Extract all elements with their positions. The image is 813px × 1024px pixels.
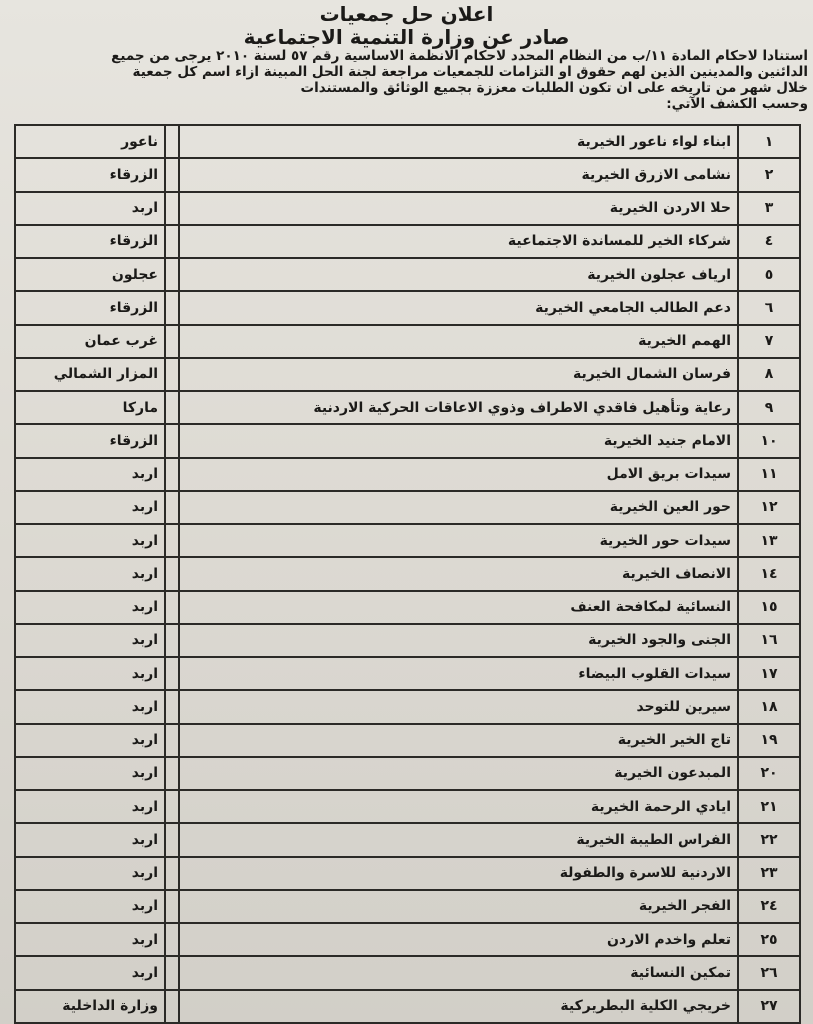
society-name: رعاية وتأهيل فاقدي الاطراف وذوي الاعاقات الحركية الاردنية bbox=[179, 391, 738, 424]
liquidation-committee: اربد bbox=[15, 591, 165, 624]
society-name: تاج الخير الخيرية bbox=[179, 724, 738, 757]
table-row bbox=[15, 857, 800, 890]
body-line: خلال شهر من تاريخه على ان تكون الطلبات معززة بجميع الوثائق والمستندات bbox=[300, 80, 808, 96]
spacer-cell bbox=[165, 458, 179, 491]
table-row bbox=[15, 591, 800, 624]
liquidation-committee: اربد bbox=[15, 690, 165, 723]
liquidation-committee: الزرقاء bbox=[15, 424, 165, 457]
liquidation-committee: اربد bbox=[15, 857, 165, 890]
spacer-cell bbox=[165, 325, 179, 358]
spacer-cell bbox=[165, 657, 179, 690]
liquidation-committee: ماركا bbox=[15, 391, 165, 424]
society-name: شركاء الخير للمساندة الاجتماعية bbox=[179, 225, 738, 258]
row-number: ١ bbox=[738, 125, 800, 158]
row-number: ١٠ bbox=[738, 424, 800, 457]
spacer-cell bbox=[165, 225, 179, 258]
liquidation-committee: وزارة الداخلية bbox=[15, 990, 165, 1024]
society-name: نشامى الازرق الخيرية bbox=[179, 158, 738, 191]
liquidation-committee: عجلون bbox=[15, 258, 165, 291]
row-number: ٣ bbox=[738, 192, 800, 225]
row-number: ٩ bbox=[738, 391, 800, 424]
society-name: ارياف عجلون الخيرية bbox=[179, 258, 738, 291]
society-name: ابناء لواء ناعور الخيرية bbox=[179, 125, 738, 158]
society-name: الفراس الطيبة الخيرية bbox=[179, 823, 738, 856]
row-number: ١٣ bbox=[738, 524, 800, 557]
spacer-cell bbox=[165, 258, 179, 291]
society-name: تعلم واخدم الاردن bbox=[179, 923, 738, 956]
row-number: ١١ bbox=[738, 458, 800, 491]
society-name: تمكين النسائية bbox=[179, 956, 738, 989]
liquidation-committee: ناعور bbox=[15, 125, 165, 158]
table-row bbox=[15, 923, 800, 956]
notice-title: اعلان حل جمعيات bbox=[319, 2, 494, 26]
body-line: وحسب الكشف الآتي: bbox=[666, 96, 808, 112]
spacer-cell bbox=[165, 823, 179, 856]
table-row bbox=[15, 125, 800, 158]
liquidation-committee: اربد bbox=[15, 557, 165, 590]
spacer-cell bbox=[165, 158, 179, 191]
spacer-cell bbox=[165, 424, 179, 457]
row-number: ١٤ bbox=[738, 557, 800, 590]
row-number: ١٥ bbox=[738, 591, 800, 624]
society-name: الاردنية للاسرة والطفولة bbox=[179, 857, 738, 890]
liquidation-committee: اربد bbox=[15, 956, 165, 989]
spacer-cell bbox=[165, 291, 179, 324]
liquidation-committee: اربد bbox=[15, 790, 165, 823]
spacer-cell bbox=[165, 125, 179, 158]
body-line: استنادا لاحكام المادة ١١/ب من النظام المحدد لاحكام الانظمة الاساسية رقم ٥٧ لسنة ٢٠١٠ يرجى من جميع bbox=[111, 48, 808, 64]
society-name: ايادي الرحمة الخيرية bbox=[179, 790, 738, 823]
table-row bbox=[15, 225, 800, 258]
table-row bbox=[15, 258, 800, 291]
row-number: ١٦ bbox=[738, 624, 800, 657]
row-number: ٢٢ bbox=[738, 823, 800, 856]
table-row bbox=[15, 524, 800, 557]
row-number: ٢ bbox=[738, 158, 800, 191]
society-name: الانصاف الخيرية bbox=[179, 557, 738, 590]
row-number: ٢٧ bbox=[738, 990, 800, 1024]
row-number: ٥ bbox=[738, 258, 800, 291]
row-number: ٤ bbox=[738, 225, 800, 258]
row-number: ٢٤ bbox=[738, 890, 800, 923]
spacer-cell bbox=[165, 524, 179, 557]
row-number: ٢٥ bbox=[738, 923, 800, 956]
table-row bbox=[15, 358, 800, 391]
table-row bbox=[15, 956, 800, 989]
liquidation-committee: غرب عمان bbox=[15, 325, 165, 358]
row-number: ١٩ bbox=[738, 724, 800, 757]
society-name: المبدعون الخيرية bbox=[179, 757, 738, 790]
row-number: ١٧ bbox=[738, 657, 800, 690]
spacer-cell bbox=[165, 757, 179, 790]
table-row bbox=[15, 724, 800, 757]
society-name: الهمم الخيرية bbox=[179, 325, 738, 358]
society-name: فرسان الشمال الخيرية bbox=[179, 358, 738, 391]
spacer-cell bbox=[165, 557, 179, 590]
body-line: الدائنين والمدينين الذين لهم حقوق او التزامات للجمعيات مراجعة لجنة الحل المبينة ازاء اسم كل جمعية bbox=[132, 64, 808, 80]
society-name: سيرين للتوحد bbox=[179, 690, 738, 723]
spacer-cell bbox=[165, 192, 179, 225]
spacer-cell bbox=[165, 956, 179, 989]
table-row bbox=[15, 557, 800, 590]
notice-subtitle: صادر عن وزارة التنمية الاجتماعية bbox=[243, 25, 570, 49]
liquidation-committee: اربد bbox=[15, 624, 165, 657]
table-row bbox=[15, 657, 800, 690]
row-number: ٢٣ bbox=[738, 857, 800, 890]
society-name: حلا الاردن الخيرية bbox=[179, 192, 738, 225]
society-name: الامام جنيد الخيرية bbox=[179, 424, 738, 457]
table-row bbox=[15, 890, 800, 923]
society-name: الجنى والجود الخيرية bbox=[179, 624, 738, 657]
row-number: ٢١ bbox=[738, 790, 800, 823]
spacer-cell bbox=[165, 724, 179, 757]
table-row bbox=[15, 291, 800, 324]
spacer-cell bbox=[165, 923, 179, 956]
table-row bbox=[15, 990, 800, 1024]
liquidation-committee: اربد bbox=[15, 458, 165, 491]
society-name: سيدات بريق الامل bbox=[179, 458, 738, 491]
spacer-cell bbox=[165, 690, 179, 723]
table-row bbox=[15, 158, 800, 191]
society-name: الفجر الخيرية bbox=[179, 890, 738, 923]
liquidation-committee: اربد bbox=[15, 890, 165, 923]
table-row bbox=[15, 823, 800, 856]
liquidation-committee: الزرقاء bbox=[15, 291, 165, 324]
society-name: النسائية لمكافحة العنف bbox=[179, 591, 738, 624]
society-name: سيدات حور الخيرية bbox=[179, 524, 738, 557]
spacer-cell bbox=[165, 990, 179, 1024]
society-name: حور العين الخيرية bbox=[179, 491, 738, 524]
liquidation-committee: الزرقاء bbox=[15, 158, 165, 191]
row-number: ٦ bbox=[738, 291, 800, 324]
spacer-cell bbox=[165, 358, 179, 391]
table-row bbox=[15, 391, 800, 424]
spacer-cell bbox=[165, 491, 179, 524]
table-row bbox=[15, 624, 800, 657]
table-row bbox=[15, 325, 800, 358]
table-row bbox=[15, 458, 800, 491]
row-number: ١٢ bbox=[738, 491, 800, 524]
liquidation-committee: اربد bbox=[15, 757, 165, 790]
liquidation-committee: المزار الشمالي bbox=[15, 358, 165, 391]
society-name: سيدات القلوب البيضاء bbox=[179, 657, 738, 690]
row-number: ٢٠ bbox=[738, 757, 800, 790]
liquidation-committee: اربد bbox=[15, 724, 165, 757]
row-number: ١٨ bbox=[738, 690, 800, 723]
liquidation-committee: اربد bbox=[15, 657, 165, 690]
spacer-cell bbox=[165, 890, 179, 923]
spacer-cell bbox=[165, 391, 179, 424]
liquidation-committee: الزرقاء bbox=[15, 225, 165, 258]
liquidation-committee: اربد bbox=[15, 524, 165, 557]
table-row bbox=[15, 424, 800, 457]
spacer-cell bbox=[165, 591, 179, 624]
liquidation-committee: اربد bbox=[15, 823, 165, 856]
liquidation-committee: اربد bbox=[15, 491, 165, 524]
spacer-cell bbox=[165, 624, 179, 657]
table-row bbox=[15, 790, 800, 823]
liquidation-committee: اربد bbox=[15, 192, 165, 225]
liquidation-committee: اربد bbox=[15, 923, 165, 956]
table-row bbox=[15, 690, 800, 723]
notice-body bbox=[8, 48, 808, 112]
society-name: دعم الطالب الجامعي الخيرية bbox=[179, 291, 738, 324]
row-number: ٢٦ bbox=[738, 956, 800, 989]
spacer-cell bbox=[165, 857, 179, 890]
table-row bbox=[15, 192, 800, 225]
row-number: ٨ bbox=[738, 358, 800, 391]
society-name: خريجي الكلية البطريركية bbox=[179, 990, 738, 1024]
table-row bbox=[15, 757, 800, 790]
table-row bbox=[15, 491, 800, 524]
row-number: ٧ bbox=[738, 325, 800, 358]
spacer-cell bbox=[165, 790, 179, 823]
societies-table bbox=[14, 124, 801, 1024]
